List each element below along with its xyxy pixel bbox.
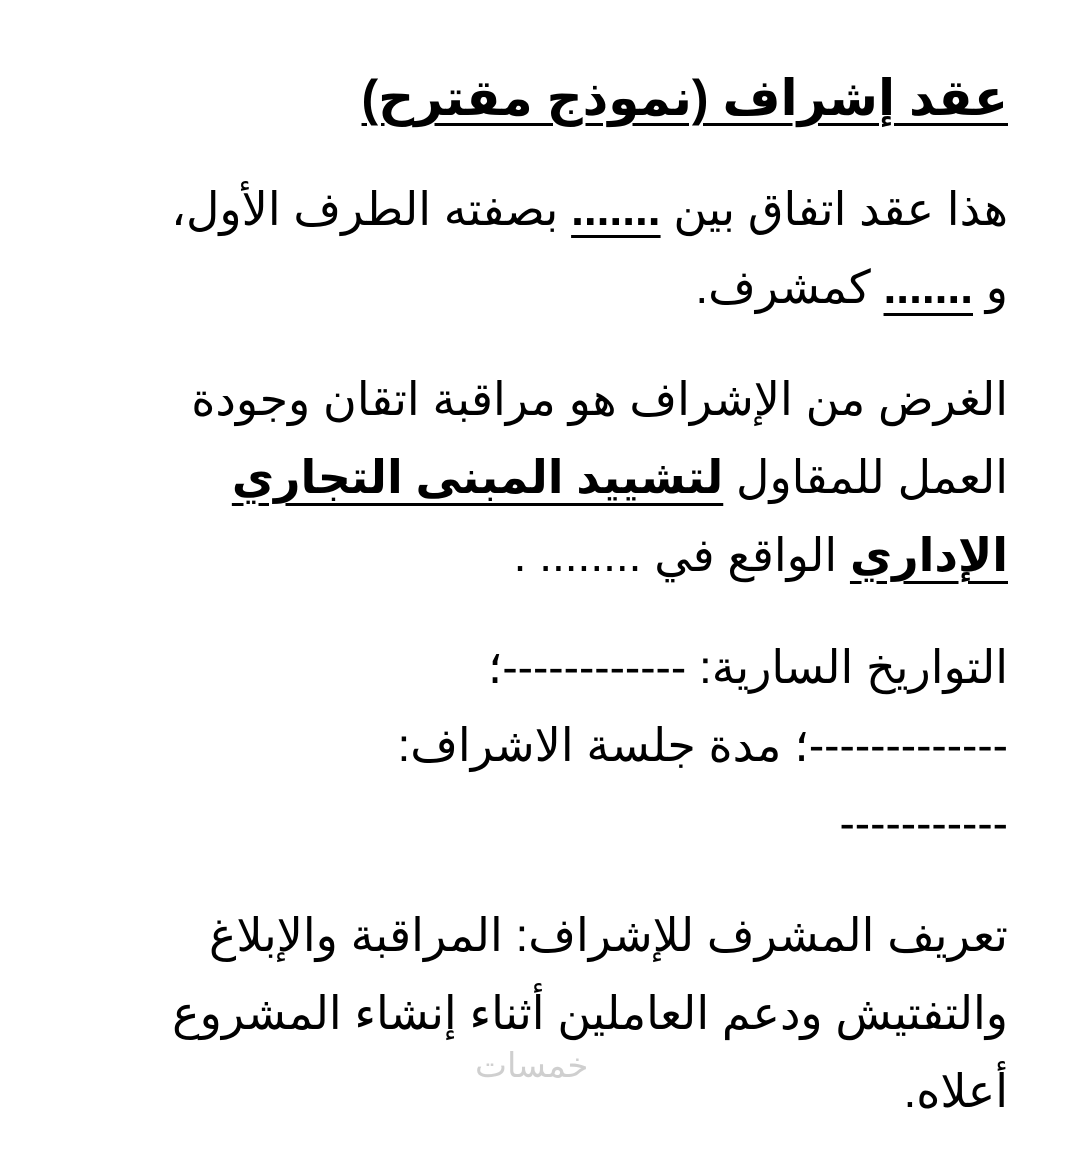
parties-text-3: و xyxy=(973,261,1008,313)
session-dashes: ------------- xyxy=(808,719,1008,771)
document-title: عقد إشراف (نموذج مقترح) xyxy=(361,70,1008,126)
purpose-text-2: الواقع في ........ . xyxy=(513,529,850,581)
session-duration-label: ؛ مدة جلسة الاشراف: xyxy=(397,719,809,771)
purpose-paragraph xyxy=(70,360,1008,594)
effective-dates-dashes: ------------؛ xyxy=(487,641,687,693)
project-name-emphasis: لتشييد المبنى التجاري الإداري xyxy=(231,451,1008,581)
dates-paragraph xyxy=(70,628,1008,862)
parties-paragraph xyxy=(70,170,1008,326)
supervisor-blank: ....... xyxy=(883,261,973,313)
definition-paragraph: تعريف المشرف للإشراف: المراقبة والإبلاغ والتفتيش ودعم العاملين أثناء إنشاء المشروع أعلاه. xyxy=(172,909,1008,1117)
watermark-logo: خمسات xyxy=(475,1046,589,1086)
purpose-text-1: الغرض من الإشراف هو مراقبة اتقان وجودة العمل للمقاول xyxy=(191,373,1008,503)
document-page xyxy=(70,56,1008,1164)
parties-text-4: كمشرف. xyxy=(695,261,884,313)
effective-dates-label: التواريخ السارية: xyxy=(686,641,1008,693)
session-duration-dashes: ----------- xyxy=(839,797,1008,849)
first-party-blank: ....... xyxy=(571,183,661,235)
parties-text-2: بصفته الطرف الأول، xyxy=(171,183,572,235)
parties-text-1: هذا عقد اتفاق بين xyxy=(660,183,1008,235)
